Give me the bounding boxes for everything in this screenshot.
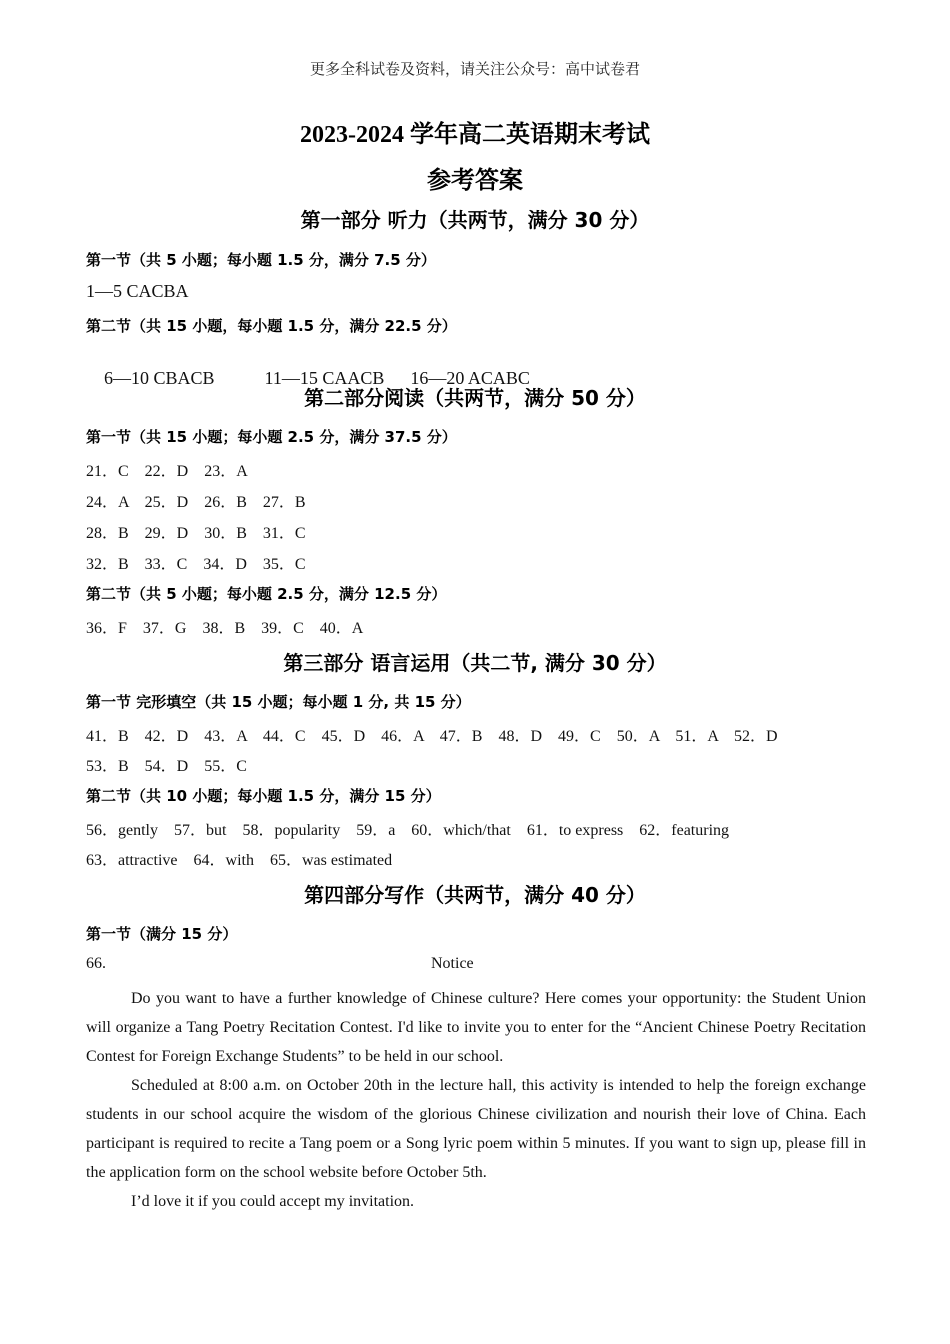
answer-key-title: 参考答案 <box>427 168 523 194</box>
answer-row: 32．B 33．C 34．D 35．C <box>86 556 306 573</box>
answer-row: 63．attractive 64．with 65．was estimated <box>86 852 393 869</box>
part1-sec2-heading: 第二节（共 15 小题，每小题 1.5 分，满分 22.5 分） <box>86 317 457 335</box>
answer-row: 41．B 42．D 43．A 44．C 45．D 46．A 47．B 48．D 49．C 50．A 51．A 52．D <box>86 728 778 745</box>
answer-row: 28．B 29．D 30．B 31．C <box>86 525 306 542</box>
part2-heading: 第二部分阅读（共两节，满分 50 分） <box>304 386 646 410</box>
part4-sec1-heading: 第一节（满分 15 分） <box>86 925 238 943</box>
answer-row: 21．C 22．D 23．A <box>86 463 248 480</box>
part3-sec1-heading: 第一节 完形填空（共 15 小题；每小题 1 分, 共 15 分） <box>86 693 471 711</box>
answer-row: 53．B 54．D 55．C <box>86 758 247 775</box>
essay-paragraph: Do you want to have a further knowledge of Chinese culture? Here comes your opportunity: the Student Union will organize a Tang Poetry Recitation Contest. I'd like to invite you to enter for the “Ancient Chinese Poetry Recitation Contest for Foreign Exchange Students” to be held in our school. <box>86 990 866 1065</box>
part3-sec2-heading: 第二节（共 10 小题；每小题 1.5 分，满分 15 分） <box>86 787 441 805</box>
part1-sec1-answers: 1—5 CACBA <box>86 281 189 301</box>
notice-title: Notice <box>431 955 474 972</box>
part1-sec1-heading: 第一节（共 5 小题；每小题 1.5 分，满分 7.5 分） <box>86 251 436 269</box>
part4-heading: 第四部分写作（共两节，满分 40 分） <box>304 883 646 907</box>
part3-heading: 第三部分 语言运用（共二节, 满分 30 分） <box>283 651 667 675</box>
header-note: 更多全科试卷及资料，请关注公众号：高中试卷君 <box>309 62 640 78</box>
part1-heading: 第一部分 听力（共两节，满分 30 分） <box>300 208 650 232</box>
exam-title: 2023-2024 学年高二英语期末考试 <box>300 122 650 148</box>
answer-group: 6—10 CBACB <box>104 368 215 388</box>
part2-sec1-heading: 第一节（共 15 小题；每小题 2.5 分，满分 37.5 分） <box>86 428 457 446</box>
answer-row: 56．gently 57．but 58．popularity 59．a 60．which/that 61．to express 62．featuring <box>86 822 730 839</box>
answer-row: 36．F 37．G 38．B 39．C 40．A <box>86 620 364 637</box>
question-number: 66. <box>86 955 106 972</box>
answer-group: 16—20 ACABC <box>410 368 530 388</box>
essay-paragraph: Scheduled at 8:00 a.m. on October 20th in the lecture hall, this activity is intended to help the foreign exchange students in our school acquire the wisdom of the glorious Chinese civilization and nourish their love of China. Each participant is required to recite a Tang poem or a Song lyric poem within 5 minutes. If you want to sign up, please fill in the application form on the school website before October 5th. <box>86 1077 866 1181</box>
essay-paragraph: I’d love it if you could accept my invitation. <box>131 1193 415 1210</box>
part2-sec2-heading: 第二节（共 5 小题；每小题 2.5 分，满分 12.5 分） <box>86 585 447 603</box>
answer-row: 24．A 25．D 26．B 27．B <box>86 494 306 511</box>
answer-group: 11—15 CAACB <box>264 368 385 388</box>
